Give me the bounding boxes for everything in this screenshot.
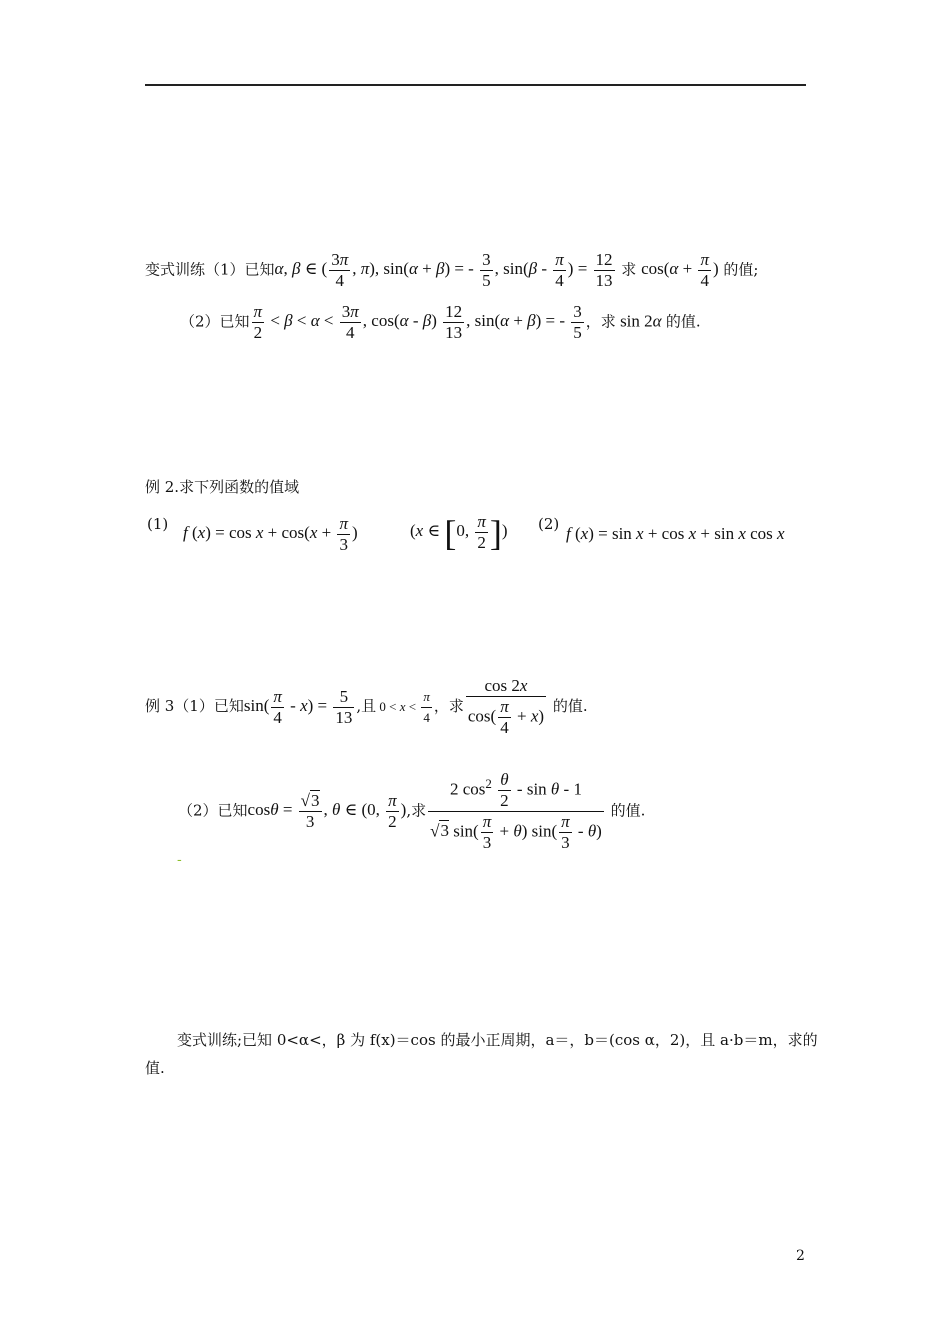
example3-tail: 的值. bbox=[552, 696, 588, 715]
variant2-line1: 变式训练;已知 0<α<，β 为 f(x)＝cos 的最小正周期，a＝，b＝(cos α，2)，且 a·b＝m，求的 bbox=[177, 1031, 818, 1049]
page-number: 2 bbox=[796, 1248, 805, 1264]
example2-title: 例 2.求下列函数的值域 bbox=[145, 478, 300, 496]
example3-prefix: 例 3（1）已知 bbox=[145, 696, 244, 715]
variant1-tail: 的值; bbox=[723, 260, 759, 279]
example3-mid1: ,且 bbox=[356, 696, 377, 715]
variant1-title: 变式训练（1）已知 bbox=[145, 260, 275, 279]
variant1-formula2: $\frac{\pi}{2}$ < β < α < $\frac{3\pi}{4}$ , cos(α - β) $\frac{12}{13}$ , sin(α + β) = - $\frac{3}{5}$ bbox=[253, 302, 582, 342]
variant1-line2: （2）已知 $\frac{\pi}{2}$ < β < α < $\frac{3\pi}{4}$ , cos(α - β) $\frac{12}{13}$ , sin(α + β) = - $\frac{3}{5}$ ，求 sin 2α 的值. bbox=[180, 302, 701, 342]
example2-part2 bbox=[538, 514, 559, 534]
example2-label1: (1) bbox=[147, 515, 169, 533]
example2-formula2: f (x) = sin x + cos x + sin x cos x bbox=[566, 524, 785, 543]
variant1-formula1: α, β ∈ ( $\frac{3\pi}{4}$ , π), sin(α + β) = - $\frac{3}{5}$ , sin(β - $\frac{\pi}{4}$ ) = $\frac{12}{13}$ bbox=[274, 250, 613, 290]
example2-label2: (2) bbox=[538, 515, 560, 533]
variant1-part2-tail: 的值. bbox=[665, 312, 701, 331]
green-mark: - bbox=[177, 852, 182, 868]
example3-line2: （2）已知cosθ = $\frac{√3}{3}$ , θ ∈ (0, $\frac{\pi}{2}$ ),求 2 $\cos^2$ $\frac{\theta}{2}$ - sin θ - 1 √3 sin( $\frac{\pi}{3}$ + θ) sin( $\frac{\pi}{3}$ - θ) 的值. bbox=[178, 770, 646, 852]
variant1-part2-prefix: （2）已知 bbox=[180, 312, 250, 331]
example3-mid2: ，求 bbox=[433, 696, 464, 715]
variant1-part2-mid: ，求 bbox=[585, 312, 616, 331]
variant1-line1: 变式训练（1）已知α, β ∈ ( $\frac{3\pi}{4}$ , π), sin(α + β) = - $\frac{3}{5}$ , sin(β - $\frac{\pi}{4}$ ) = $\frac{12}{13}$ 求 cos(α + $\frac{\pi}{4}$ ) 的值; bbox=[145, 250, 759, 290]
example3-line1: 例 3（1）已知sin( $\frac{\pi}{4}$ - x) = $\frac{5}{13}$ ,且 0 < x < $\frac{\pi}{4}$ ，求 cos 2x cos( $\frac{\pi}{4}$ + x) 的值. bbox=[145, 676, 588, 737]
example2-domain: (x ∈ [0, $\frac{\pi}{2}$ ]) bbox=[410, 512, 508, 553]
variant2-line2: 值. bbox=[145, 1059, 165, 1077]
example3-part2-tail: 的值. bbox=[610, 801, 646, 820]
example2-row bbox=[147, 514, 168, 534]
header-rule bbox=[145, 84, 806, 86]
example3-part2-prefix: （2）已知 bbox=[178, 801, 248, 820]
example2-formula1: f (x) = cos x + cos(x + $\frac{\pi}{3}$ ) bbox=[183, 514, 358, 554]
example3-part2-mid: ,求 bbox=[406, 801, 427, 820]
